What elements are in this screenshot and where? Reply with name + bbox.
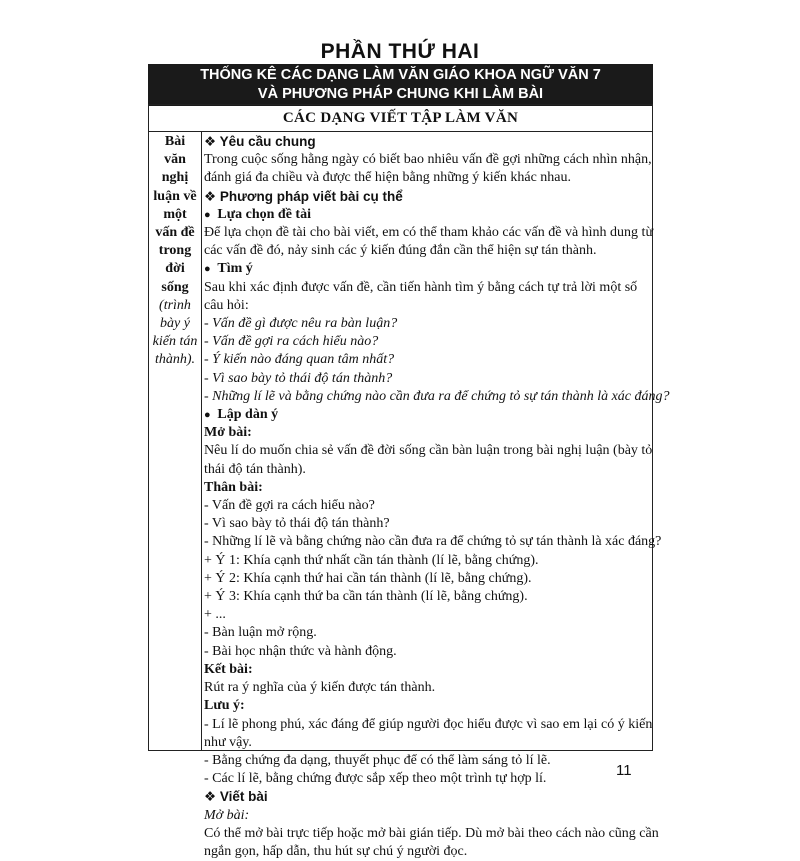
part-title: PHẦN THỨ HAI [320, 40, 480, 63]
body-line: Để lựa chọn đề tài cho bài viết, em có thể tham khảo các vấn đề và hình dung từ [204, 225, 654, 241]
bold-label: Kết bài: [204, 661, 253, 677]
left-label-line: sống [161, 279, 189, 295]
diamond-bullet-icon: ❖ [204, 134, 220, 149]
left-label-line: đời [165, 261, 185, 277]
heading-text: Yêu cầu chung [219, 134, 316, 149]
body-line: thái độ tán thành). [204, 461, 306, 477]
body-line: + Ý 1: Khía cạnh thứ nhất cần tán thành (lí lẽ, bằng chứng). [204, 552, 539, 568]
italic-line: - Ý kiến nào đáng quan tâm nhất? [204, 352, 395, 368]
italic-line: - Vì sao bày tỏ thái độ tán thành? [204, 370, 393, 386]
left-label-line: văn [164, 152, 186, 168]
left-column-label [149, 131, 202, 750]
body-line: câu hỏi: [204, 297, 249, 313]
section-heading [204, 133, 648, 151]
banner-line-1: THỐNG KÊ CÁC DẠNG LÀM VĂN GIÁO KHOA NGỮ VĂN 7 [200, 67, 601, 83]
heading-text: Tìm ý [217, 261, 253, 277]
left-label-note: (trình [159, 297, 191, 313]
left-label-note: kiến tán [152, 334, 198, 350]
heading-text: Lựa chọn đề tài [217, 206, 311, 222]
body-line: như vậy. [204, 734, 252, 750]
dot-bullet-icon: ● [204, 409, 214, 422]
section-heading [204, 788, 648, 806]
heading-text: Viết bài [219, 789, 268, 805]
left-label-line: vấn đề [155, 225, 195, 241]
heading-text: Phương pháp viết bài cụ thể [219, 188, 403, 204]
right-column-content [204, 133, 670, 861]
dot-bullet-icon: ● [204, 208, 214, 221]
body-line: - Bài học nhận thức và hành động. [204, 643, 397, 659]
left-label-line: Bài [164, 134, 186, 149]
heading-text: Lập dàn ý [217, 407, 279, 423]
bold-label: Mở bài: [204, 425, 252, 441]
section-heading [204, 188, 648, 206]
diamond-bullet-icon: ❖ [204, 789, 220, 805]
italic-line: Mở bài: [204, 807, 250, 823]
page-number: 11 [616, 762, 632, 779]
body-line: - Bằng chứng đa dạng, thuyết phục để có thể làm sáng tỏ lí lẽ. [204, 752, 551, 768]
body-line: - Vì sao bày tỏ thái độ tán thành? [204, 516, 390, 532]
body-line: Sau khi xác định được vấn đề, cần tiến hành tìm ý bằng cách tự trả lời một số [204, 279, 638, 295]
section-header: CÁC DẠNG VIẾT TẬP LÀM VĂN [149, 105, 652, 132]
bold-label: Thân bài: [204, 479, 263, 495]
body-line: Rút ra ý nghĩa của ý kiến được tán thành. [204, 680, 436, 696]
left-label-line: trong [158, 243, 192, 259]
subsection-heading [204, 260, 648, 278]
italic-line: - Những lí lẽ và bằng chứng nào cần đưa ra để chứng tỏ sự tán thành là xác đáng? [204, 388, 670, 404]
left-label-note: thành). [154, 352, 196, 368]
body-line: + Ý 3: Khía cạnh thứ ba cần tán thành (lí lẽ, bằng chứng). [204, 589, 528, 605]
subsection-heading [204, 406, 648, 424]
body-line: Nêu lí do muốn chia sẻ vấn đề đời sống cần bàn luận trong bài nghị luận (bày tỏ [204, 443, 653, 459]
italic-line: - Vấn đề gợi ra cách hiểu nào? [204, 334, 379, 350]
body-line: + Ý 2: Khía cạnh thứ hai cần tán thành (lí lẽ, bằng chứng). [204, 570, 532, 586]
body-line: + ... [204, 607, 226, 623]
body-line: Trong cuộc sống hằng ngày có biết bao nhiêu vấn đề gợi những cách nhìn nhận, [204, 152, 652, 168]
body-line: các vấn đề đó, nảy sinh các ý kiến đúng đắn cần thể hiện sự tán thành. [204, 243, 597, 259]
bold-label: Lưu ý: [204, 698, 245, 714]
subsection-heading [204, 206, 648, 224]
chapter-banner [148, 64, 653, 106]
body-line: - Các lí lẽ, bằng chứng được sắp xếp theo một trình tự hợp lí. [204, 771, 547, 787]
left-label-line: nghị [161, 170, 189, 186]
body-line: ngắn gọn, hấp dẫn, thu hút sự chú ý người đọc. [204, 843, 468, 859]
dot-bullet-icon: ● [204, 263, 214, 276]
left-label-line: một [163, 206, 187, 222]
body-line: - Bàn luận mở rộng. [204, 625, 317, 641]
body-line: - Vấn đề gợi ra cách hiểu nào? [204, 498, 375, 514]
body-line: - Những lí lẽ và bằng chứng nào cần đưa ra để chứng tỏ sự tán thành là xác đáng? [204, 534, 662, 550]
italic-line: - Vấn đề gì được nêu ra bàn luận? [204, 316, 398, 332]
banner-line-2: VÀ PHƯƠNG PHÁP CHUNG KHI LÀM BÀI [257, 86, 544, 102]
body-line: đánh giá đa chiều và được thể hiện bằng những ý kiến khác nhau. [204, 170, 572, 186]
left-label-note: bày ý [160, 316, 190, 332]
body-line: Có thể mở bài trực tiếp hoặc mở bài gián tiếp. Dù mở bài theo cách nào cũng cần [204, 825, 659, 841]
diamond-bullet-icon: ❖ [204, 188, 220, 204]
body-line: - Lí lẽ phong phú, xác đáng để giúp người đọc hiểu được vì sao em lại có ý kiến [204, 716, 653, 732]
left-label-line: luận về [153, 188, 197, 204]
